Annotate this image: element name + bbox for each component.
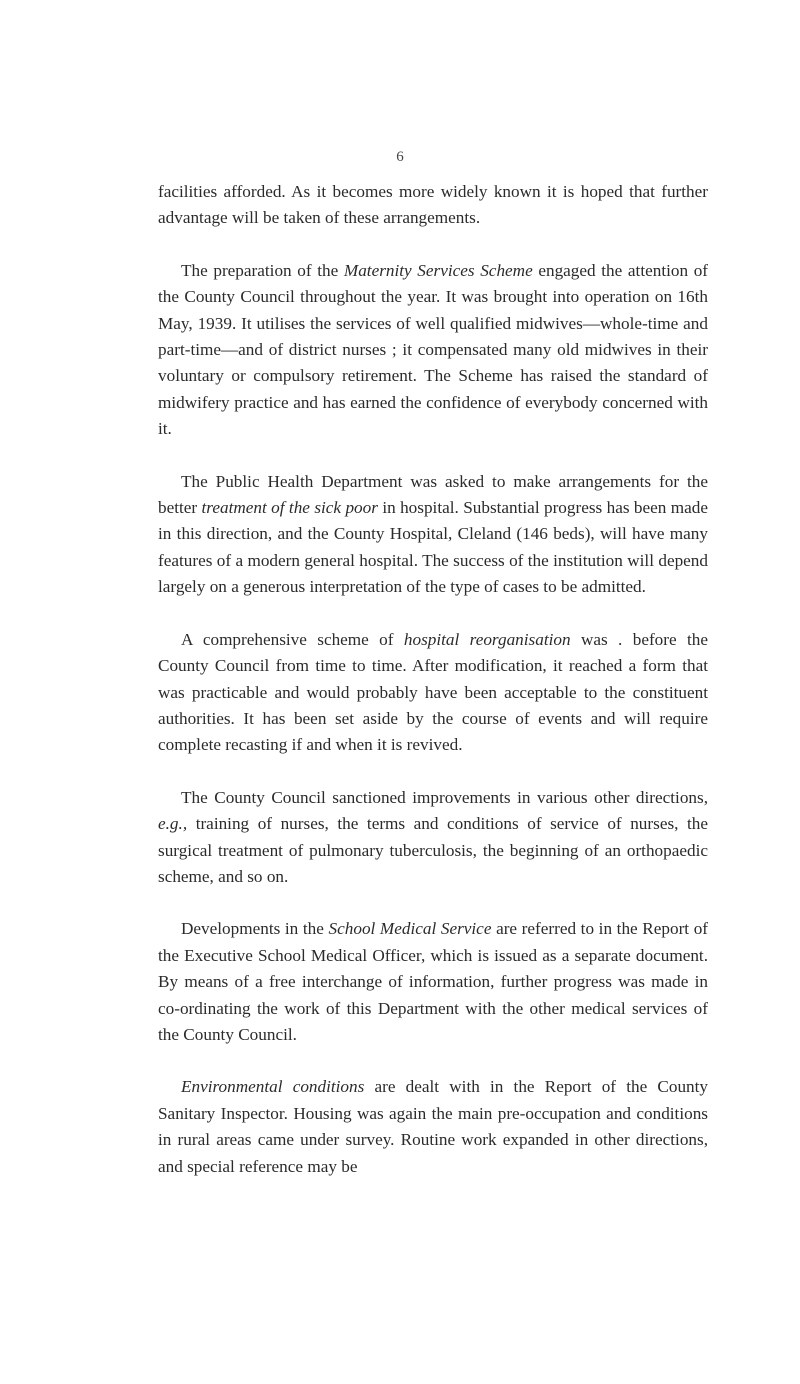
paragraph-text: are referred to in the Report of the Executive School Medical Officer, which is issued as a separate document. By means of a free interchange of information, further progress was made in co-ordinating the work of this Department with the other medical services of the County Council. [158, 919, 709, 1044]
emphasis-term: hospital reorganisation [403, 629, 571, 649]
paragraph-text: The preparation of the [181, 260, 344, 280]
paragraph-text: Developments in the [181, 919, 329, 939]
document-body [158, 179, 708, 1206]
paragraph-text: training of nurses, the terms and conditions of service of nurses, the surgical treatment of pulmonary tuberculosis, the beginning of an orthopaedic scheme, and so on. [158, 814, 708, 886]
paragraph-text: The Public Health Department was asked to make arrangements for the better [158, 471, 708, 518]
emphasis-term: School Medical Service [328, 919, 492, 939]
paragraph-text: was . before the County Council from time to time. After modification, it reached a form that was practicable and would probably have been acceptable to the constituent authorities. It has been set aside by the course of events and will require complete recasting if and when it is revived. [158, 629, 708, 755]
paragraph-text: A comprehensive scheme of [181, 629, 404, 649]
paragraph-text: The County Council sanctioned improvements in various other directions, [181, 787, 708, 807]
emphasis-term: e.g., [158, 814, 188, 834]
paragraph-hospital-reorganisation [158, 627, 708, 759]
paragraph-improvements [158, 785, 708, 891]
emphasis-term: treatment of the sick poor [201, 498, 378, 518]
emphasis-term: Environmental conditions [181, 1077, 365, 1097]
paragraph-maternity-services [158, 258, 708, 443]
paragraph-text: in hospital. Substantial progress has been made in this direction, and the County Hospital, Cleland (146 beds), will have many features of a modern general hospital. The success of the institution will depend largely on a generous interpretation of the type of cases to be admitted. [158, 498, 708, 597]
emphasis-term: Maternity Services Scheme [343, 260, 533, 280]
paragraph-school-medical-service [158, 916, 708, 1048]
page-number: 6 [396, 149, 404, 165]
paragraph-environmental-conditions [158, 1074, 708, 1180]
paragraph-text: engaged the attention of the County Council throughout the year. It was brought into operation on 16th May, 1939. It utilises the services of well qualified midwives—whole-time and part-time—and of district nurses ; it compensated many old midwives in their voluntary or compulsory retirement. The Scheme has raised the standard of midwifery practice and has earned the confidence of everybody concerned with it. [158, 260, 709, 439]
paragraph-continuation: facilities afforded. As it becomes more widely known it is hoped that further advantage will be taken of these arrangements. [158, 182, 708, 228]
paragraph-text: are dealt with in the Report of the County Sanitary Inspector. Housing was again the main pre-occupation and conditions in rural areas came under survey. Routine work expanded in other directions, and special reference may be [158, 1077, 708, 1176]
paragraph-sick-poor [158, 469, 708, 601]
